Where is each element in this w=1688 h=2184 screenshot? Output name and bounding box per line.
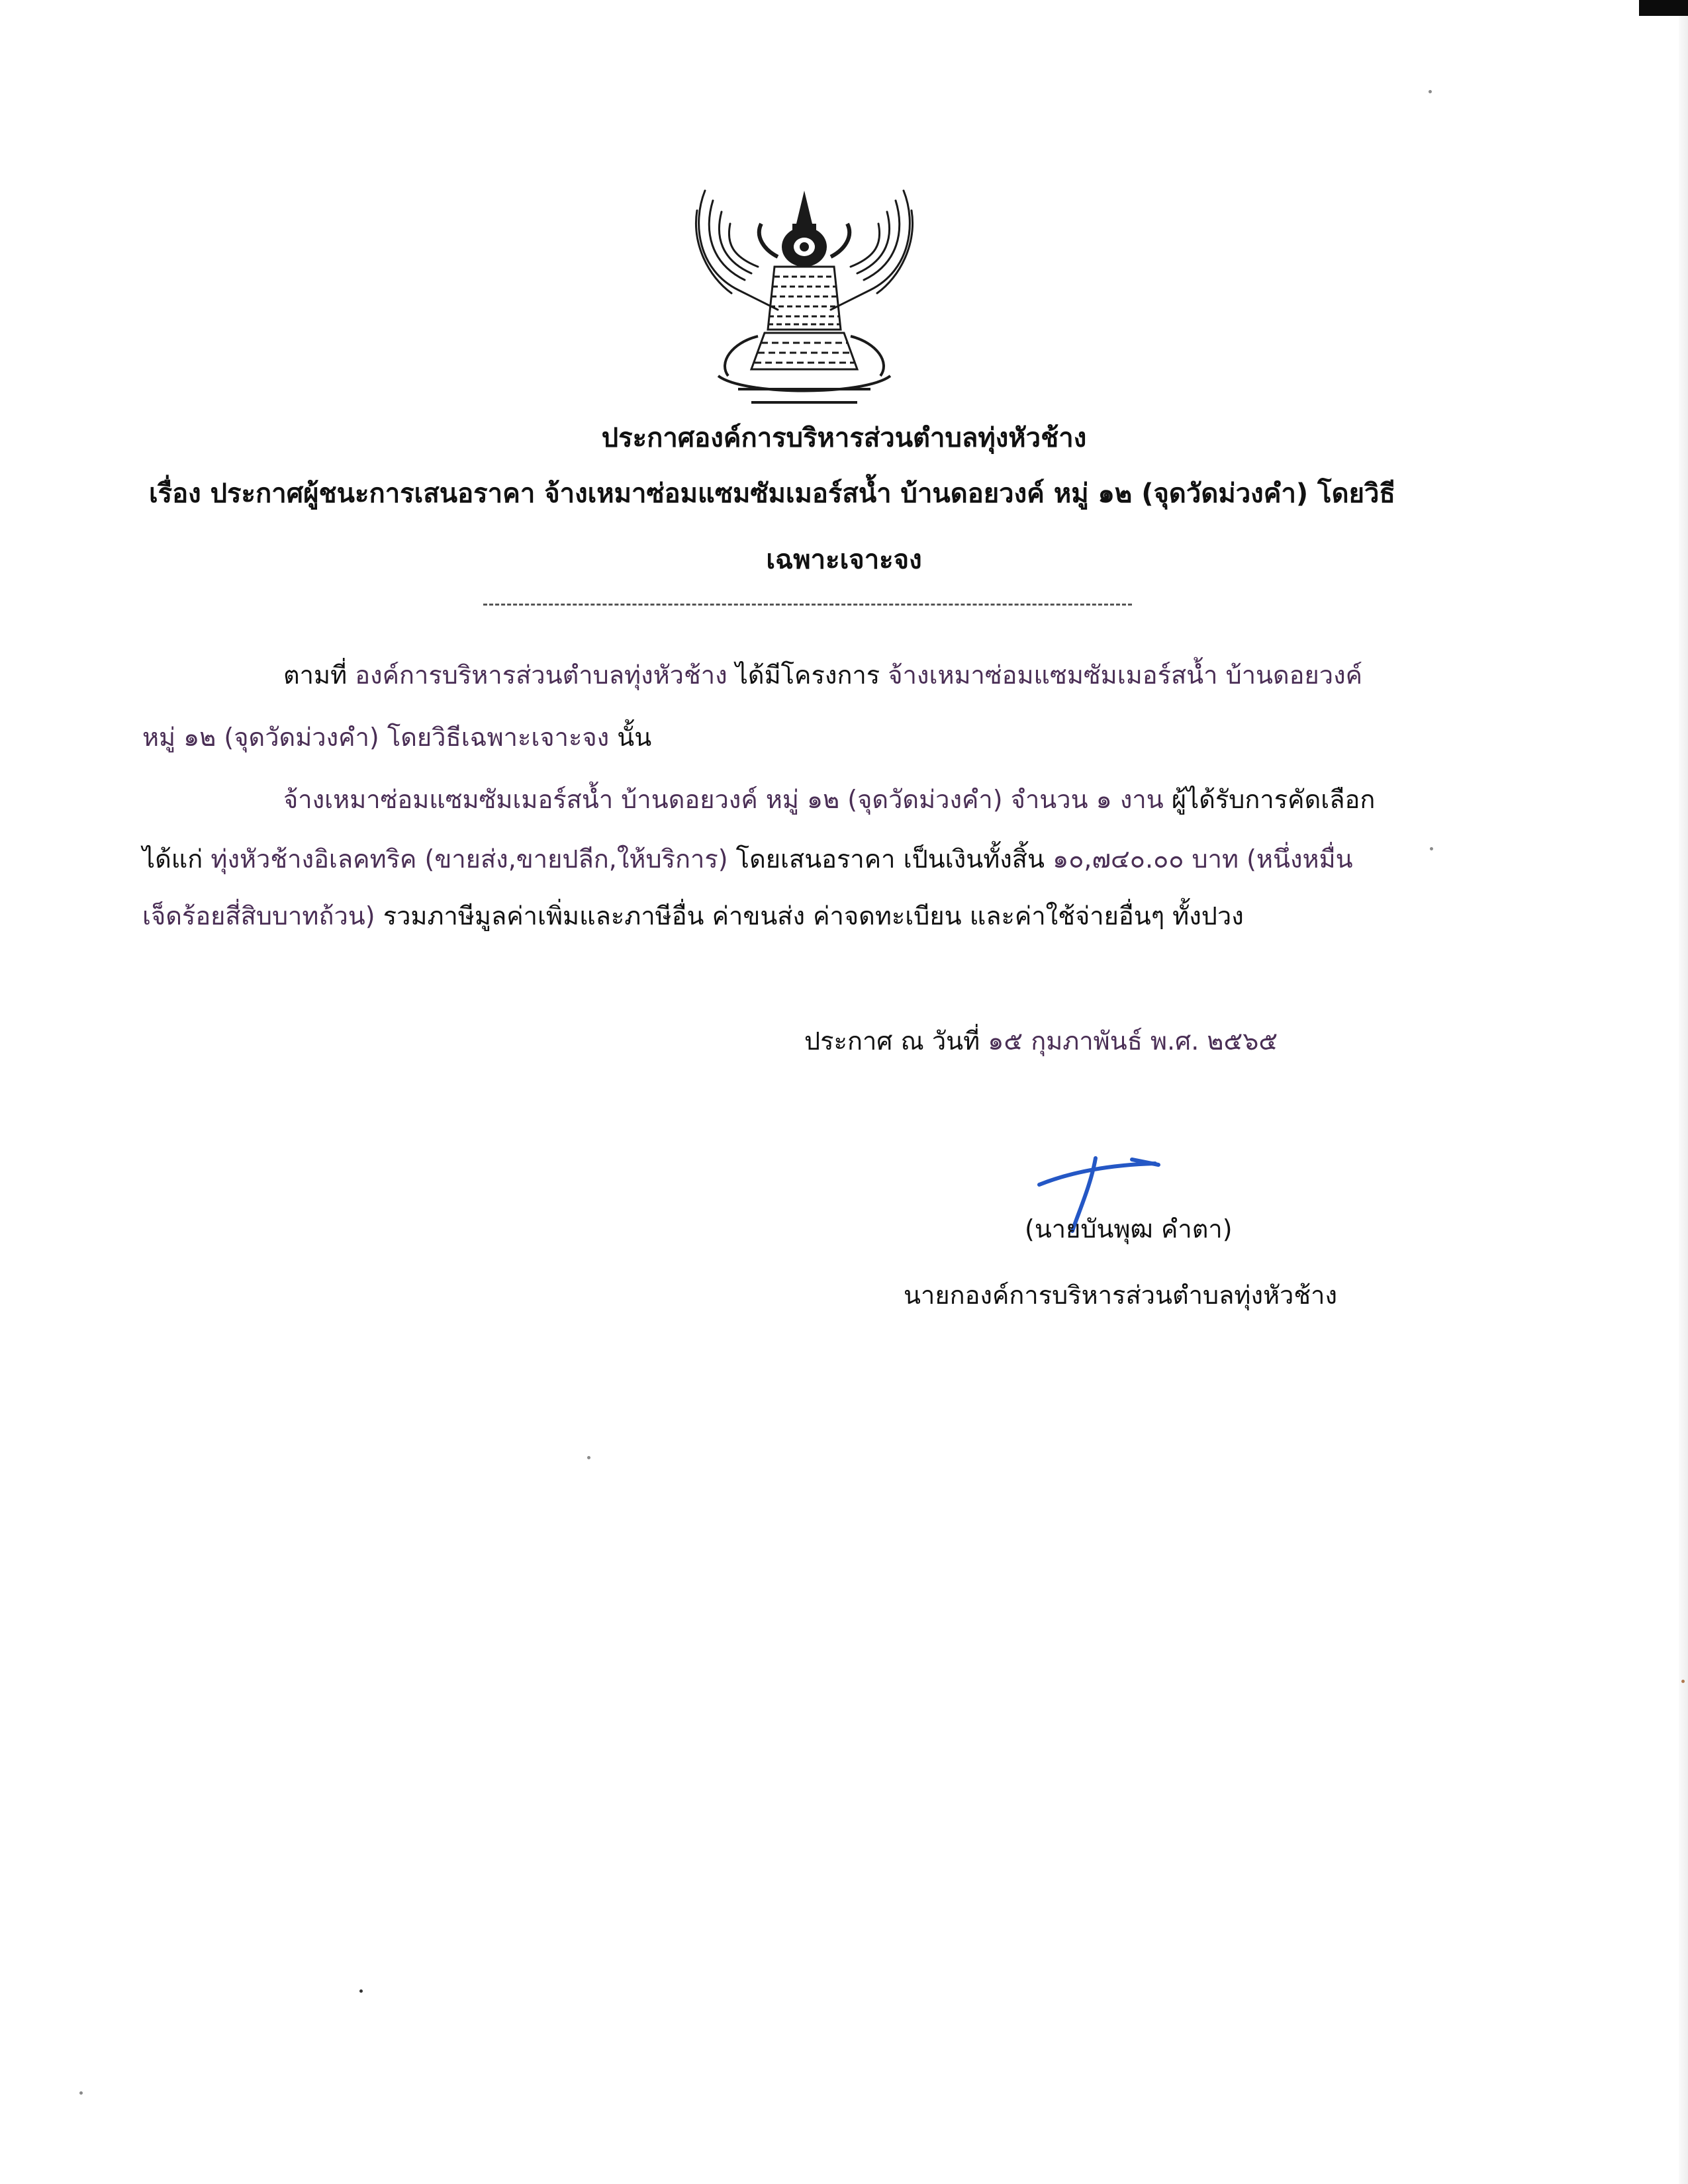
scan-edge-shadow [1679,0,1688,2184]
p2-vendor: ทุ่งหัวช้างอิเลคทริค (ขายส่ง,ขายปลีก,ให้บริการ) [211,844,728,874]
scan-speck [1430,847,1433,850]
p2-selected: ผู้ได้รับการคัดเลือก [1171,785,1376,814]
scan-speck [79,2091,83,2095]
scan-speck [1681,1680,1685,1683]
subject-label: เรื่อง [149,478,201,509]
paragraph-2-line-3 [142,901,1244,932]
signer-position: นายกองค์การบริหารส่วนตำบลทุ่งหัวช้าง [904,1281,1338,1310]
p1-project-cont: หมู่ ๑๒ (จุดวัดม่วงคำ) โดยวิธีเฉพาะเจาะจง [142,723,610,752]
scan-speck [1429,90,1432,93]
announcement-title: ประกาศองค์การบริหารส่วนตำบลทุ่งหัวช้าง [601,423,1087,453]
p2-total-label: เป็นเงินทั้งสิ้น [903,844,1045,874]
paragraph-1-line-1 [283,660,1362,691]
scan-corner-mark [1639,0,1688,16]
p2-rest: รวมภาษีมูลค่าเพิ่มและภาษีอื่น ค่าขนส่ง ค่าจดทะเบียน และค่าใช้จ่ายอื่นๆ ทั้งปวง [383,901,1244,931]
date-value: ๑๕ กุมภาพันธ์ พ.ศ. ๒๕๖๕ [988,1026,1278,1056]
announcement-date [804,1021,1278,1061]
paragraph-2-line-1 [283,785,1375,815]
scan-speck [359,1989,363,1993]
subject-continuation: เฉพาะเจาะจง [766,545,922,575]
p2-amount: ๑๐,๗๔๐.๐๐ บาท (หนึ่งหมื่น [1053,844,1353,874]
p1-suffix: นั้น [617,723,652,752]
signer-name: (นายบันพุฒ คำตา) [1025,1214,1233,1244]
subject-line [149,478,1395,510]
p2-offer: โดยเสนอราคา [735,844,896,874]
p2-amount-words: เจ็ดร้อยสี่สิบบาทถ้วน) [142,901,375,931]
p1-prefix: ตามที่ [283,660,348,690]
subject-text: ประกาศผู้ชนะการเสนอราคา จ้างเหมาซ่อมแซมซัมเมอร์สน้ำ บ้านดอยวงค์ หมู่ ๑๒ (จุดวัดม่วงคำ) โดยวิธี [210,478,1395,509]
date-label: ประกาศ ณ วันที่ [804,1026,980,1056]
garuda-emblem-icon [692,177,917,416]
p2-label: ได้แก่ [142,844,203,874]
paragraph-2-line-2 [142,844,1353,875]
p1-project: จ้างเหมาซ่อมแซมซัมเมอร์สน้ำ บ้านดอยวงค์ [888,660,1363,690]
p1-organization: องค์การบริหารส่วนตำบลทุ่งหัวช้าง [355,660,727,690]
p2-project: จ้างเหมาซ่อมแซมซัมเมอร์สน้ำ บ้านดอยวงค์ หมู่ ๑๒ (จุดวัดม่วงคำ) จำนวน ๑ งาน [283,785,1164,814]
scan-speck [587,1456,590,1459]
paragraph-1-line-2 [142,723,651,753]
dashed-divider [483,604,1132,606]
p1-mid: ได้มีโครงการ [735,660,880,690]
